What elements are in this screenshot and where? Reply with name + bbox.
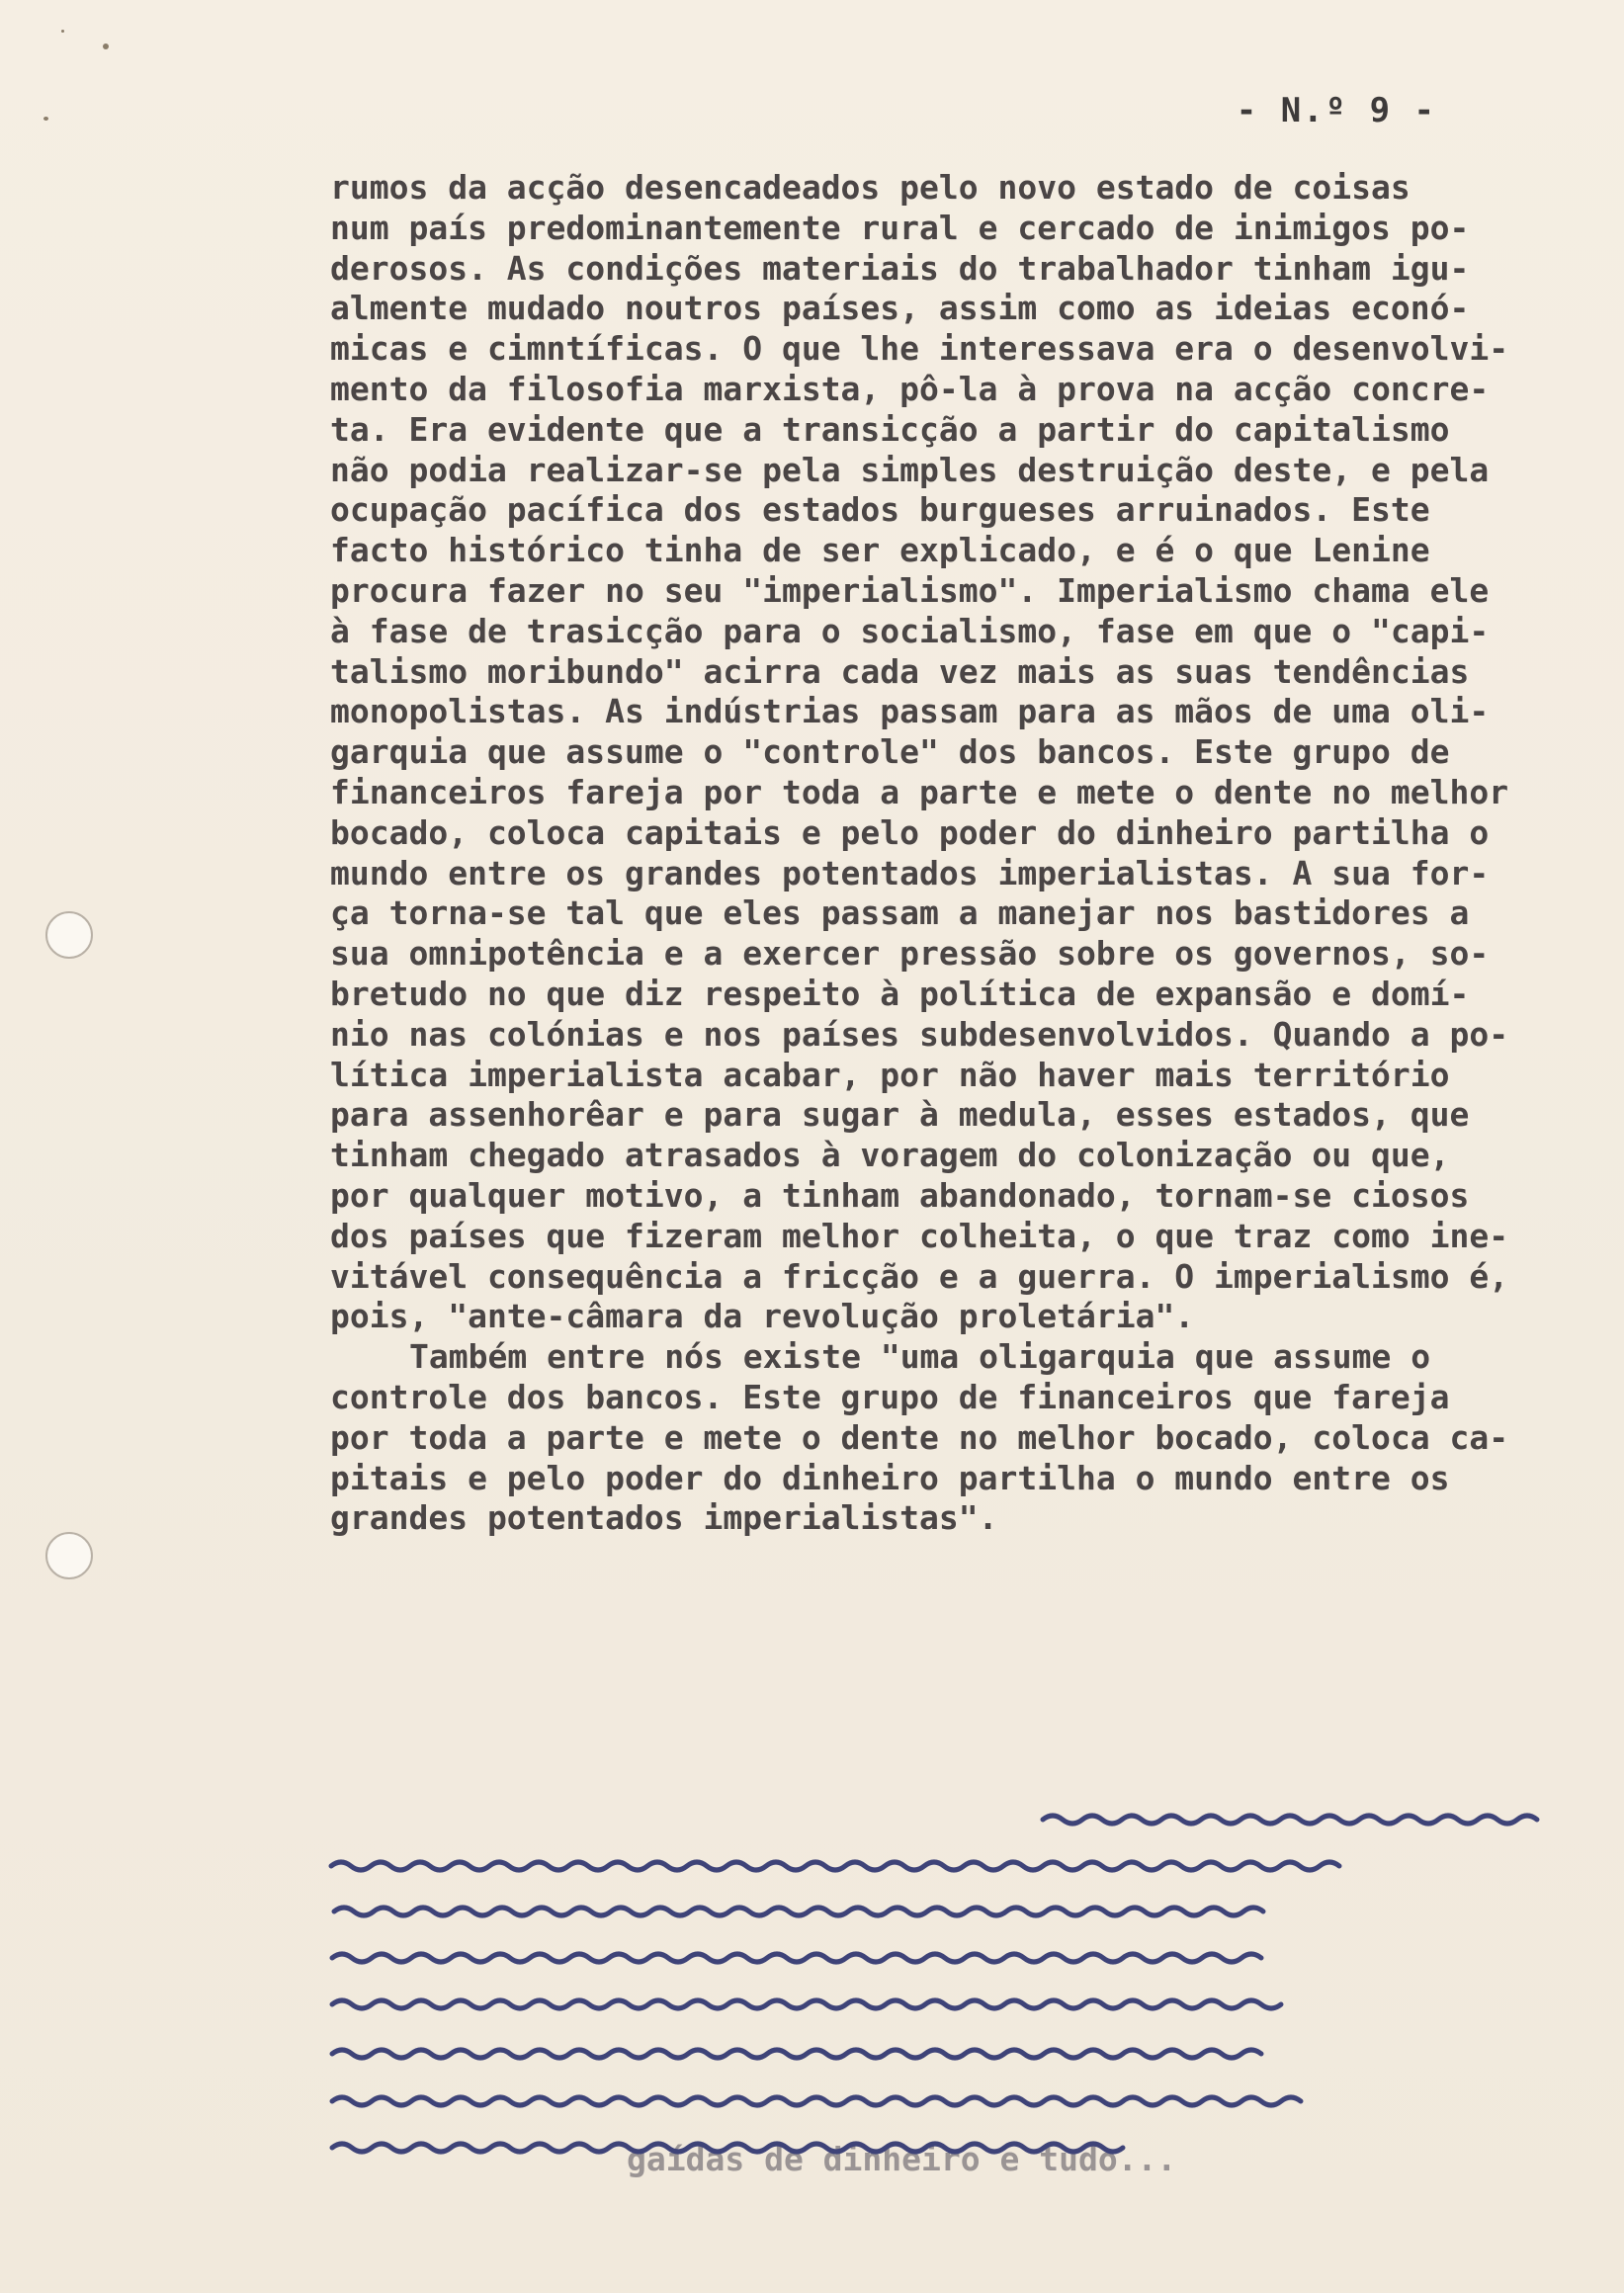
text-line: mento da filosofia marxista, pô-la à prova na acção concre- [330, 369, 1490, 408]
punch-hole-bottom [45, 1532, 93, 1579]
strike-line [331, 1862, 1339, 1870]
strike-line [332, 2097, 1301, 2105]
text-line: vitável consequência a fricção e a guerra. O imperialismo é, [330, 1256, 1509, 1296]
text-line: financeiros fareja por toda a parte e mete o dente no melhor [330, 772, 1509, 811]
paper-speck [43, 117, 48, 121]
text-line: bretudo no que diz respeito à política de expansão e domí- [330, 974, 1470, 1013]
text-line: controle dos bancos. Este grupo de financeiros que fareja [330, 1377, 1450, 1416]
text-line: por toda a parte e mete o dente no melhor bocado, coloca ca- [330, 1417, 1509, 1457]
crossed-out-tail: gaídas de dinheiro e tudo... [627, 2140, 1177, 2178]
text-line: bocado, coloca capitais e pelo poder do dinheiro partilha o [330, 812, 1490, 852]
text-line: por qualquer motivo, a tinham abandonado, tornam-se ciosos [330, 1175, 1470, 1215]
text-line: ocupação pacífica dos estados burgueses arruinados. Este [330, 490, 1430, 530]
strike-line [334, 1908, 1263, 1915]
paragraph-2 [330, 1337, 1546, 1539]
text-line: ça torna-se tal que eles passam a manejar nos bastidores a [330, 893, 1470, 933]
text-line: não podia realizar-se pela simples destruição deste, e pela [330, 450, 1490, 489]
text-line: grandes potentados imperialistas". [330, 1498, 998, 1538]
text-line: monopolistas. As indústrias passam para as mãos de uma oli- [330, 692, 1490, 731]
text-line: micas e cimntíficas. O que lhe interessava era o desenvolvi- [330, 329, 1509, 369]
paper-speck [61, 30, 64, 33]
text-line: dos países que fizeram melhor colheita, o que traz como ine- [330, 1216, 1509, 1255]
text-line: garquia que assume o "controle" dos bancos. Este grupo de [330, 732, 1450, 772]
text-line: à fase de trasicção para o socialismo, fase em que o "capi- [330, 611, 1490, 650]
text-line: mundo entre os grandes potentados imperialistas. A sua for- [330, 853, 1490, 892]
strike-line [332, 2000, 1281, 2008]
text-line: rumos da acção desencadeados pelo novo estado de coisas [330, 168, 1410, 207]
text-line: tinham chegado atrasados à voragem do colonização ou que, [330, 1136, 1450, 1175]
text-line: para assenhorêar e para sugar à medula, esses estados, que [330, 1095, 1470, 1135]
text-line: facto histórico tinha de ser explicado, e é o que Lenine [330, 531, 1430, 570]
body-text [330, 168, 1546, 1539]
text-line: derosos. As condições materiais do trabalhador tinham igu- [330, 248, 1470, 288]
text-line: pois, "ante-câmara da revolução proletária". [330, 1297, 1195, 1336]
text-line: Também entre nós existe "uma oligarquia que assume o [409, 1337, 1431, 1377]
strike-line [332, 2050, 1261, 2058]
page-number: - N.º 9 - [1236, 91, 1436, 130]
strike-line [332, 1954, 1261, 1962]
text-line: almente mudado noutros países, assim como as ideias econó- [330, 289, 1470, 328]
punch-hole-top [45, 911, 93, 959]
strike-line [1043, 1816, 1537, 1824]
text-line: lítica imperialista acabar, por não haver mais território [330, 1055, 1450, 1094]
text-line: procura fazer no seu "imperialismo". Imperialismo chama ele [330, 570, 1490, 610]
text-line: sua omnipotência e a exercer pressão sobre os governos, so- [330, 934, 1490, 974]
text-line: pitais e pelo poder do dinheiro partilha o mundo entre os [330, 1458, 1450, 1497]
paragraph-1 [330, 168, 1546, 1337]
text-line: talismo moribundo" acirra cada vez mais as suas tendências [330, 651, 1470, 691]
paper-speck [103, 43, 109, 49]
text-line: num país predominantemente rural e cercado de inimigos po- [330, 208, 1470, 247]
text-line: nio nas colónias e nos países subdesenvolvidos. Quando a po- [330, 1014, 1509, 1054]
text-line: ta. Era evidente que a transicção a partir do capitalismo [330, 409, 1450, 449]
